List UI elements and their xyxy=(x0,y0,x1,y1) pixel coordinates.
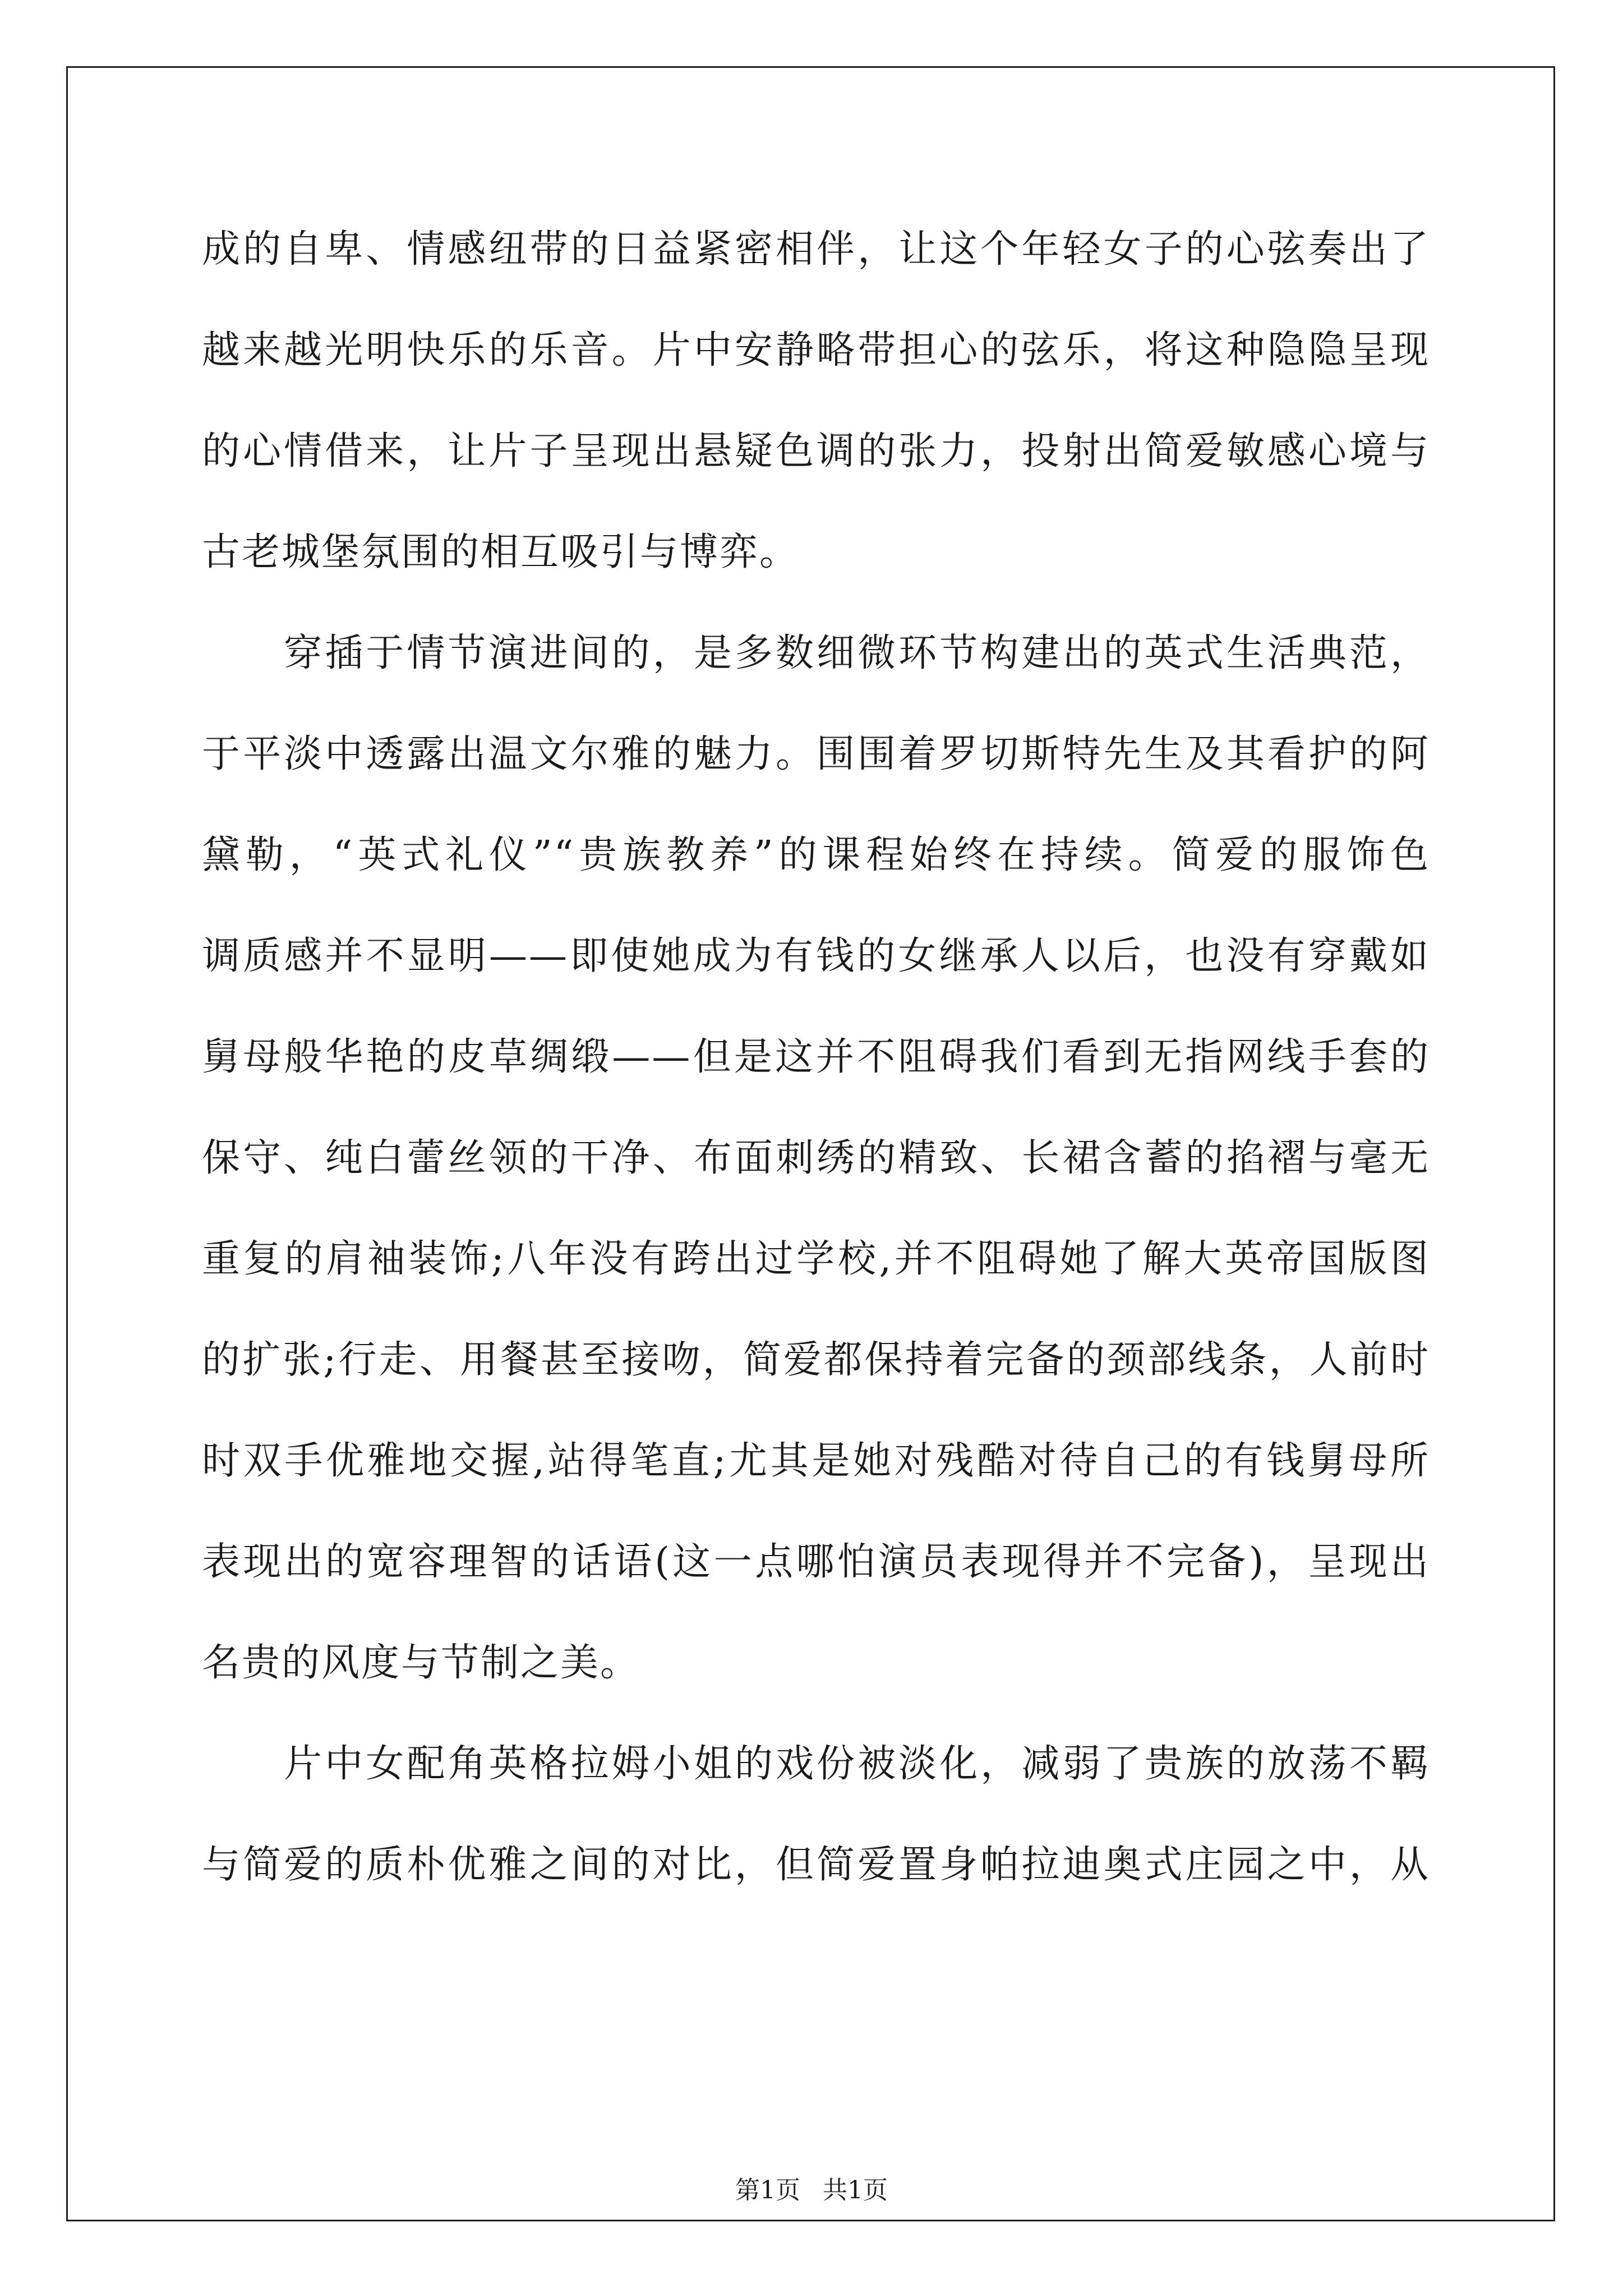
page-number-total: 共1页 xyxy=(823,2176,888,2205)
text-line: 于平淡中透露出温文尔雅的魅力。围围着罗切斯特先生及其看护的阿 xyxy=(202,732,1430,776)
document-body xyxy=(202,199,1430,1916)
text-line: 穿插于情节演进间的，是多数细微环节构建出的英式生活典范， xyxy=(202,631,1430,675)
text-line: 与简爱的质朴优雅之间的对比，但简爱置身帕拉迪奥式庄园之中，从 xyxy=(202,1843,1430,1887)
text-line: 的扩张;行走、用餐甚至接吻，简爱都保持着完备的颈部线条，人前时 xyxy=(202,1338,1430,1382)
paragraph-1 xyxy=(202,199,1430,603)
text-line: 重复的肩袖装饰;八年没有跨出过学校,并不阻碍她了解大英帝国版图 xyxy=(202,1237,1430,1281)
text-line: 黛勒，“英式礼仪”“贵族教养”的课程始终在持续。简爱的服饰色 xyxy=(202,833,1430,877)
text-line: 表现出的宽容理智的话语(这一点哪怕演员表现得并不完备)，呈现出 xyxy=(202,1540,1430,1584)
text-line: 的心情借来，让片子呈现出悬疑色调的张力，投射出简爱敏感心境与 xyxy=(202,429,1430,473)
text-line: 舅母般华艳的皮草绸缎——但是这并不阻碍我们看到无指网线手套的 xyxy=(202,1035,1430,1079)
page-number-current: 第1页 xyxy=(735,2176,800,2205)
paragraph-2 xyxy=(202,603,1430,1714)
text-line: 越来越光明快乐的乐音。片中安静略带担心的弦乐，将这种隐隐呈现 xyxy=(202,328,1430,372)
text-line: 时双手优雅地交握,站得笔直;尤其是她对残酷对待自己的有钱舅母所 xyxy=(202,1439,1430,1483)
text-line: 调质感并不显明——即使她成为有钱的女继承人以后，也没有穿戴如 xyxy=(202,934,1430,978)
page-footer xyxy=(0,2170,1623,2206)
paragraph-3 xyxy=(202,1714,1430,1916)
text-line: 古老城堡氛围的相互吸引与博弈。 xyxy=(202,530,800,574)
text-line: 成的自卑、情感纽带的日益紧密相伴，让这个年轻女子的心弦奏出了 xyxy=(202,227,1430,272)
text-line: 名贵的风度与节制之美。 xyxy=(202,1641,640,1685)
text-line: 片中女配角英格拉姆小姐的戏份被淡化，减弱了贵族的放荡不羁 xyxy=(202,1742,1430,1786)
text-line: 保守、纯白蕾丝领的干净、布面刺绣的精致、长裙含蓄的掐褶与毫无 xyxy=(202,1136,1430,1180)
